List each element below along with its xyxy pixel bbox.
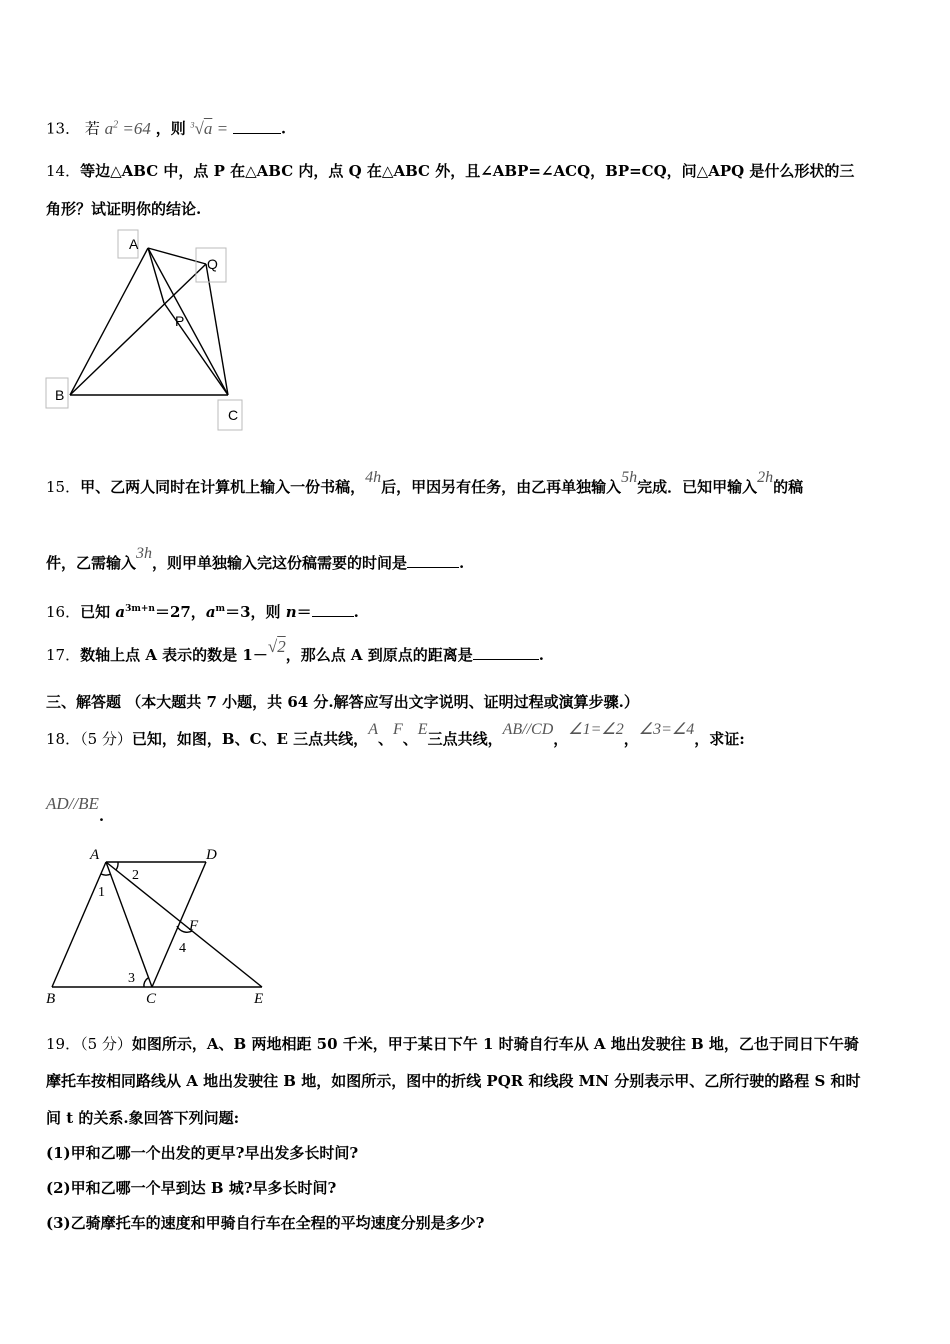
q18-point-F: F <box>392 721 403 738</box>
q18-point-E: E <box>417 721 428 738</box>
question-18 <box>46 721 745 751</box>
question-15-line2 <box>46 545 465 575</box>
question-14-line2 <box>46 198 201 220</box>
q15-text-4: 的稿 <box>773 478 804 496</box>
question-18-conclusion <box>46 793 105 825</box>
q18-sep-2: 、 <box>402 730 418 748</box>
q15-number: 15． <box>46 478 81 496</box>
q18-label-D: D <box>206 847 217 863</box>
q18-label-E: E <box>254 991 264 1007</box>
q13-then: ，则 <box>155 119 186 138</box>
q14-text-line2: 角形？试证明你的结论. <box>46 200 202 218</box>
q16-period: . <box>353 603 359 621</box>
q16-text-1: 已知 <box>80 603 116 621</box>
q14-figure-lines <box>70 248 228 395</box>
q13-a-squared: $a^2 =64$ <box>104 118 151 138</box>
q16-text-3: ＝3，则 <box>225 603 286 621</box>
q18-sep-1: 、 <box>377 730 393 748</box>
q18-text-2: 三点共线， <box>427 730 503 748</box>
q18-text-3: ，求证: <box>694 730 745 748</box>
q16-var-a2: a <box>205 603 216 621</box>
question-15-line1 <box>46 469 804 499</box>
question-13 <box>46 114 286 140</box>
q15-math-4h: 4h <box>365 469 382 486</box>
q17-answer-blank[interactable] <box>473 659 539 660</box>
q13-cube-root: $^3$√a = <box>190 118 229 138</box>
question-16 <box>46 598 359 623</box>
q19-score: （5 分） <box>80 1035 132 1053</box>
section-3-heading: 三、解答题 （本大题共 7 小题，共 64 分.解答应写出文字说明、证明过程或演算步骤.） <box>46 693 639 711</box>
q14-number: 14． <box>46 162 81 180</box>
q18-comma-1: ， <box>553 730 569 748</box>
q16-answer-blank[interactable] <box>312 616 354 617</box>
q16-var-a: a <box>115 603 126 621</box>
q17-text-2: ，那么点 A 到原点的距离是 <box>285 646 473 664</box>
q16-number: 16． <box>46 603 81 621</box>
q14-text-line1: 等边△ABC 中，点 P 在△ABC 内，点 Q 在△ABC 外，且∠ABP=∠ACQ，BP=CQ，问△APQ 是什么形状的三 <box>80 162 855 180</box>
q15-text-5: 件，乙需输入 <box>46 554 137 572</box>
q16-var-n: n <box>285 603 297 621</box>
q17-sqrt: √2 <box>267 637 286 656</box>
q15-period: . <box>459 554 465 572</box>
q18-label-C: C <box>146 991 157 1007</box>
q18-label-1: 1 <box>98 885 105 900</box>
q18-label-4: 4 <box>179 941 186 956</box>
q14-triangle-figure <box>44 228 244 433</box>
q19-number: 19． <box>46 1035 81 1053</box>
q15-answer-blank[interactable] <box>407 567 459 568</box>
q17-number: 17． <box>46 646 81 664</box>
q19-text-line1: 如图所示，A、B 两地相距 50 千米，甲于某日下午 1 时骑自行车从 A 地出发驶往 B 地，乙也于同日下午骑 <box>131 1035 859 1053</box>
q16-text-2: ＝27， <box>154 603 206 621</box>
q13-period: . <box>280 119 287 138</box>
q14-label-P: P <box>175 313 185 329</box>
q15-text-3: 完成．已知甲输入 <box>637 478 758 496</box>
question-19-line2: 摩托车按相同路线从 A 地出发驶往 B 地，如图所示，图中的折线 PQR 和线段 MN 分别表示甲、乙所行驶的路程 S 和时 <box>46 1072 861 1090</box>
q16-exponent-1: 3m+n <box>125 604 155 614</box>
q13-answer-blank[interactable] <box>233 133 281 134</box>
q18-figure-lines <box>52 862 262 987</box>
q18-angle-3-4: ∠3=∠4 <box>638 721 695 738</box>
q16-text-4: ＝ <box>296 603 312 621</box>
question-17 <box>46 637 545 666</box>
question-19-line3: 间 t 的关系.象回答下列问题: <box>46 1109 240 1127</box>
q18-label-A: A <box>90 847 100 863</box>
q18-angle-1-2: ∠1=∠2 <box>568 721 624 738</box>
q18-label-F: F <box>189 918 199 934</box>
q16-exponent-2: m <box>215 604 226 614</box>
q13-prefix: 若 <box>84 119 100 138</box>
q15-math-3h: 3h <box>136 545 153 562</box>
question-19-sub2: (2)甲和乙哪一个早到达 B 城?早多长时间? <box>46 1179 337 1197</box>
q18-geometry-figure <box>40 842 280 1007</box>
q18-period: . <box>98 807 105 825</box>
q14-label-B: B <box>55 387 65 403</box>
q18-comma-2: ， <box>623 730 639 748</box>
q18-parallel-ab-cd: AB//CD <box>502 721 554 738</box>
q15-math-2h: 2h <box>757 469 774 486</box>
q15-text-6: ，则甲单独输入完这份稿需要的时间是 <box>152 554 408 572</box>
q18-point-A: A <box>368 721 378 738</box>
q17-text-1: 数轴上点 A 表示的数是 1－ <box>80 646 268 664</box>
q15-text-1: 甲、乙两人同时在计算机上输入一份书稿， <box>80 478 366 496</box>
q18-label-B: B <box>46 991 56 1007</box>
question-14-line1 <box>46 160 854 182</box>
q15-text-2: 后，甲因另有任务，由乙再单独输入 <box>381 478 622 496</box>
q18-label-2: 2 <box>132 868 139 883</box>
q14-label-A: A <box>129 236 139 252</box>
q18-text-1: 已知，如图，B、C、E 三点共线， <box>131 730 369 748</box>
q13-number: 13． <box>46 119 81 138</box>
q15-math-5h: 5h <box>621 469 638 486</box>
question-19-sub1: (1)甲和乙哪一个出发的更早?早出发多长时间? <box>46 1144 359 1162</box>
question-19-sub3: (3)乙骑摩托车的速度和甲骑自行车在全程的平均速度分别是多少? <box>46 1214 485 1232</box>
q18-parallel-ad-be: AD//BE <box>46 794 99 813</box>
q18-label-3: 3 <box>128 971 135 986</box>
q17-period: . <box>538 646 545 664</box>
q18-score: （5 分） <box>80 730 132 748</box>
q18-number: 18． <box>46 730 81 748</box>
question-19-line1 <box>46 1033 859 1055</box>
q14-label-Q: Q <box>207 256 218 272</box>
q14-label-C: C <box>228 407 239 423</box>
